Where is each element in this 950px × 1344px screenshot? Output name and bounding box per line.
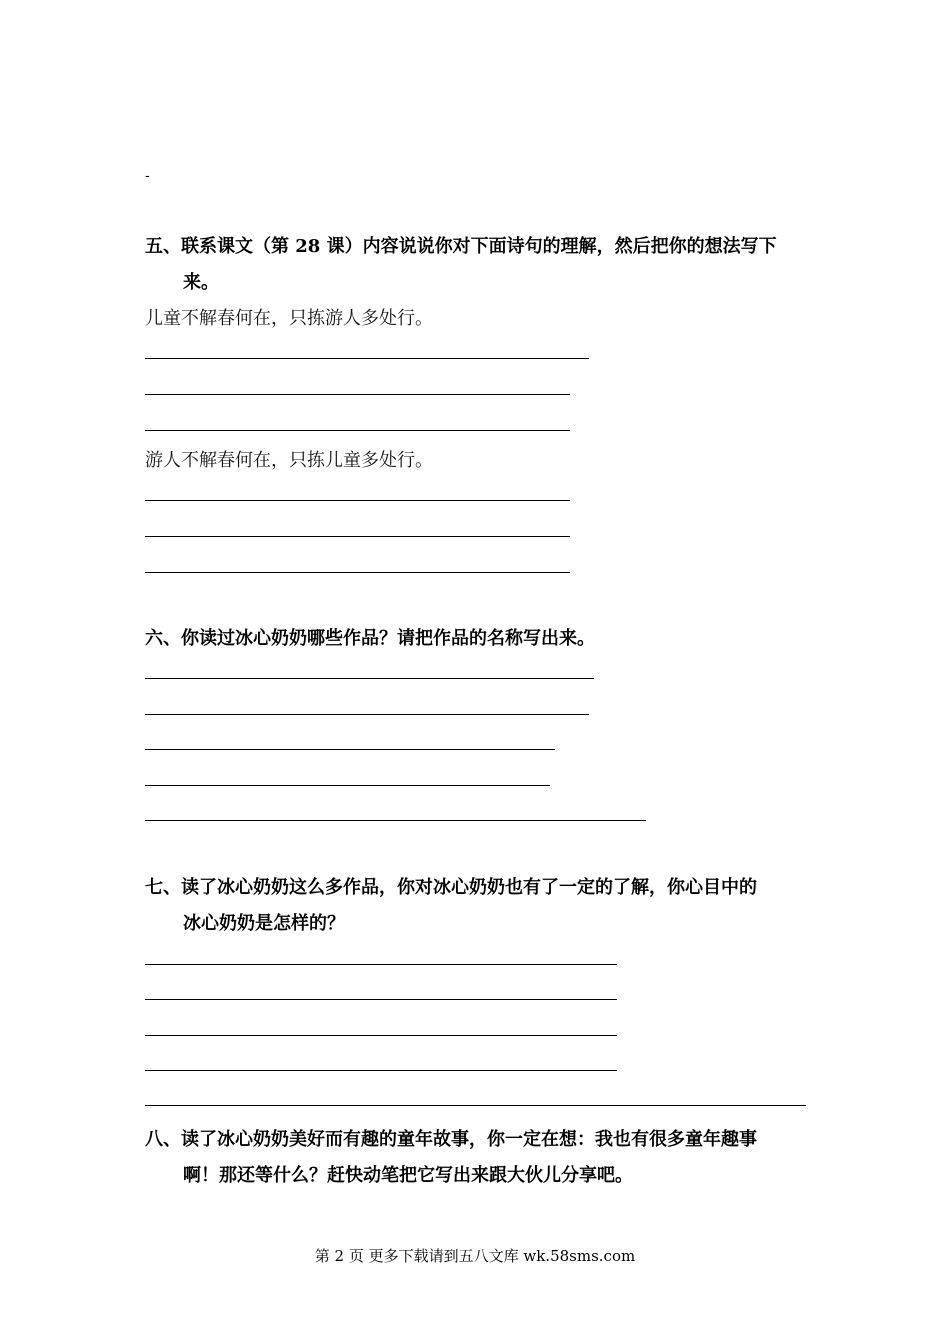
stray-dash-mark: - — [145, 168, 150, 184]
answer-line[interactable] — [145, 1070, 617, 1071]
question-5-line-1: 五、联系课文（第 28 课）内容说说你对下面诗句的理解，然后把你的想法写下 — [145, 236, 777, 257]
poem-line-1: 儿童不解春何在，只拣游人多处行。 — [145, 308, 433, 329]
answer-line[interactable] — [145, 820, 646, 821]
answer-line[interactable] — [145, 999, 617, 1000]
question-6 — [145, 624, 825, 650]
question-7 — [145, 873, 825, 935]
answer-line[interactable] — [145, 572, 570, 573]
answer-line[interactable] — [145, 749, 555, 750]
answer-line[interactable] — [145, 500, 570, 501]
page-footer: 第 2 页 更多下载请到五八文库 wk.58sms.com — [314, 1247, 636, 1265]
question-7-line-2: 冰心奶奶是怎样的？ — [183, 913, 345, 934]
question-8-line-2: 啊！那还等什么？赶快动笔把它写出来跟大伙儿分享吧。 — [183, 1165, 633, 1186]
answer-line[interactable] — [145, 536, 570, 537]
answer-line[interactable] — [145, 785, 550, 786]
answer-line[interactable] — [145, 430, 570, 431]
question-5-line-2: 来。 — [183, 272, 219, 293]
answer-line[interactable] — [145, 678, 594, 679]
answer-line[interactable] — [145, 714, 589, 715]
question-7-line-1: 七、读了冰心奶奶这么多作品，你对冰心奶奶也有了一定的了解，你心目中的 — [145, 877, 757, 898]
answer-line[interactable] — [145, 964, 617, 965]
question-8-line-1: 八、读了冰心奶奶美好而有趣的童年故事，你一定在想：我也有很多童年趣事 — [145, 1129, 757, 1150]
answer-line[interactable] — [145, 1105, 806, 1106]
answer-line[interactable] — [145, 358, 589, 359]
question-6-line-1: 六、你读过冰心奶奶哪些作品？请把作品的名称写出来。 — [145, 628, 595, 649]
answer-line[interactable] — [145, 394, 570, 395]
poem-line-2: 游人不解春何在，只拣儿童多处行。 — [145, 450, 433, 471]
question-5 — [145, 232, 825, 294]
question-8 — [145, 1125, 825, 1187]
answer-line[interactable] — [145, 1035, 617, 1036]
